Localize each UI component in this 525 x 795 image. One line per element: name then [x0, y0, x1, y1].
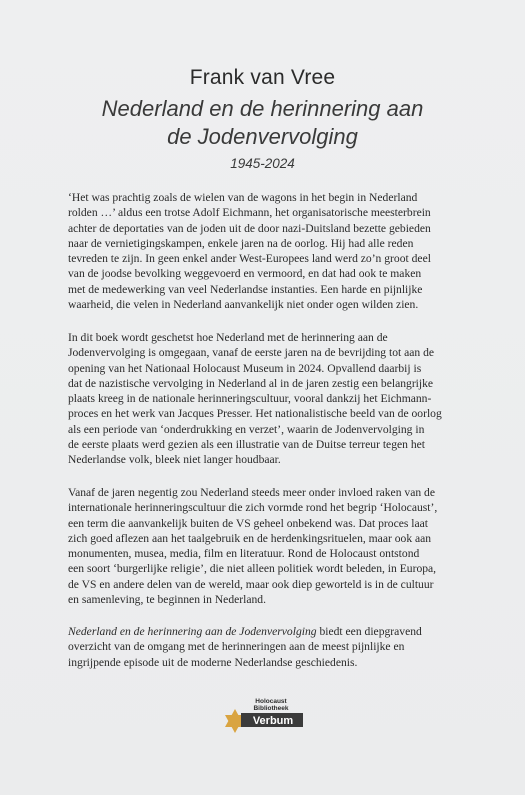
text-line: de VS en andere delen van de wereld, maar ook diep geworteld is in de cultuur: [68, 577, 434, 591]
blurb-paragraph-2: [68, 330, 468, 468]
text-line: monumenten, musea, media, film en literatuur. Rond de Holocaust ontstond: [68, 547, 420, 561]
blurb-paragraph-1: [68, 190, 468, 312]
book-title-italic: Nederland en de herinnering aan de Jodenvervolging: [68, 625, 317, 638]
text-line: proces en het werk van Jacques Presser. Het nationalistische beeld van de oorlog: [68, 407, 442, 421]
text-line: van de joodse bevolking weggevoerd en vermoord, en dat had ook te maken: [68, 267, 422, 281]
text-line: als een periode van ‘onderdrukking en verzet’, waarin de Jodenvervolging in: [68, 422, 425, 436]
book-title-line-1: Nederland en de herinnering aan: [101, 96, 424, 121]
text-line: Jodenvervolging is omgegaan, vanaf de eerste jaren na de bevrijding tot aan de: [68, 346, 435, 360]
text-line: plaats kreeg in de nationale herinneringscultuur, vooral dankzij het Eichmann-: [68, 392, 432, 406]
blurb-paragraph-3: [68, 485, 468, 607]
logo-line-1: Holocaust: [255, 698, 287, 705]
author-name: Frank van Vree: [189, 66, 336, 89]
text-line: overzicht van de omgang met de herinneringen aan de meest pijnlijke en: [68, 640, 405, 654]
text-line: zich goed aflezen aan het taalgebruik en de herdenkingsrituelen, maar ook aan: [68, 531, 432, 545]
book-years: 1945-2024: [230, 156, 295, 171]
logo-line-2: Bibliotheek: [253, 705, 289, 712]
text-line: tevreden te zijn. In geen enkel ander West-Europees land werd zo’n groot deel: [68, 252, 431, 266]
text-line: [68, 624, 468, 639]
text-line: ‘Het was prachtig zoals de wielen van de wagons in het begin in Nederland: [68, 191, 418, 204]
text-line: de eerste plaats werd gezien als een illustratie van de Duitse terreur tegen het: [68, 438, 425, 452]
text-line: opening van het Nationaal Holocaust Museum in 2024. Opvallend daarbij is: [68, 361, 422, 375]
text-line: achter de deportaties van de joden uit de door nazi-Duitsland bezette gebieden: [68, 221, 431, 235]
book-title-line-2: de Jodenvervolging: [167, 124, 358, 149]
text-line: rolden …’ aldus een trotse Adolf Eichmann, het organisatorische meesterbrein: [68, 206, 431, 220]
text-line: naar de vernietigingskampen, enkele jaren na de oorlog. Hij had alle reden: [68, 236, 414, 250]
publisher-logo: [221, 697, 309, 743]
text-line: waarheid, die velen in Nederland aanvankelijk niet onder ogen wilden zien.: [68, 298, 419, 312]
text-line: In dit boek wordt geschetst hoe Nederland met de herinnering aan de: [68, 331, 388, 344]
logo-brand: Verbum: [252, 715, 294, 727]
book-title: [0, 95, 525, 151]
verbum-logo-icon: [221, 697, 309, 743]
text-line: en samenleving, te beginnen in Nederland.: [68, 593, 266, 607]
text-line: een soort ‘burgerlijke religie’, die niet alleen politiek wordt beleden, in Europa,: [68, 562, 437, 576]
text-fragment: biedt een diepgravend: [316, 625, 422, 638]
text-line: ingrijpende episode uit de moderne Nederlandse geschiedenis.: [68, 655, 358, 669]
text-line: een term die aanvankelijk buiten de VS geheel onbekend was. Dat proces laat: [68, 516, 429, 530]
blurb-paragraph-4: [68, 624, 468, 670]
text-line: met de medewerking van veel Nederlandse instanties. Een harde en pijnlijke: [68, 282, 423, 296]
text-line: Nederlandse volk, bleek niet langer houdbaar.: [68, 453, 281, 467]
text-line: internationale herinneringscultuur die zich vormde rond het begrip ‘Holocaust’,: [68, 501, 438, 515]
text-line: dat de nazistische vervolging in Nederland al in de jaren zestig een belangrijke: [68, 376, 434, 390]
text-line: Vanaf de jaren negentig zou Nederland steeds meer onder invloed raken van de: [68, 486, 435, 499]
